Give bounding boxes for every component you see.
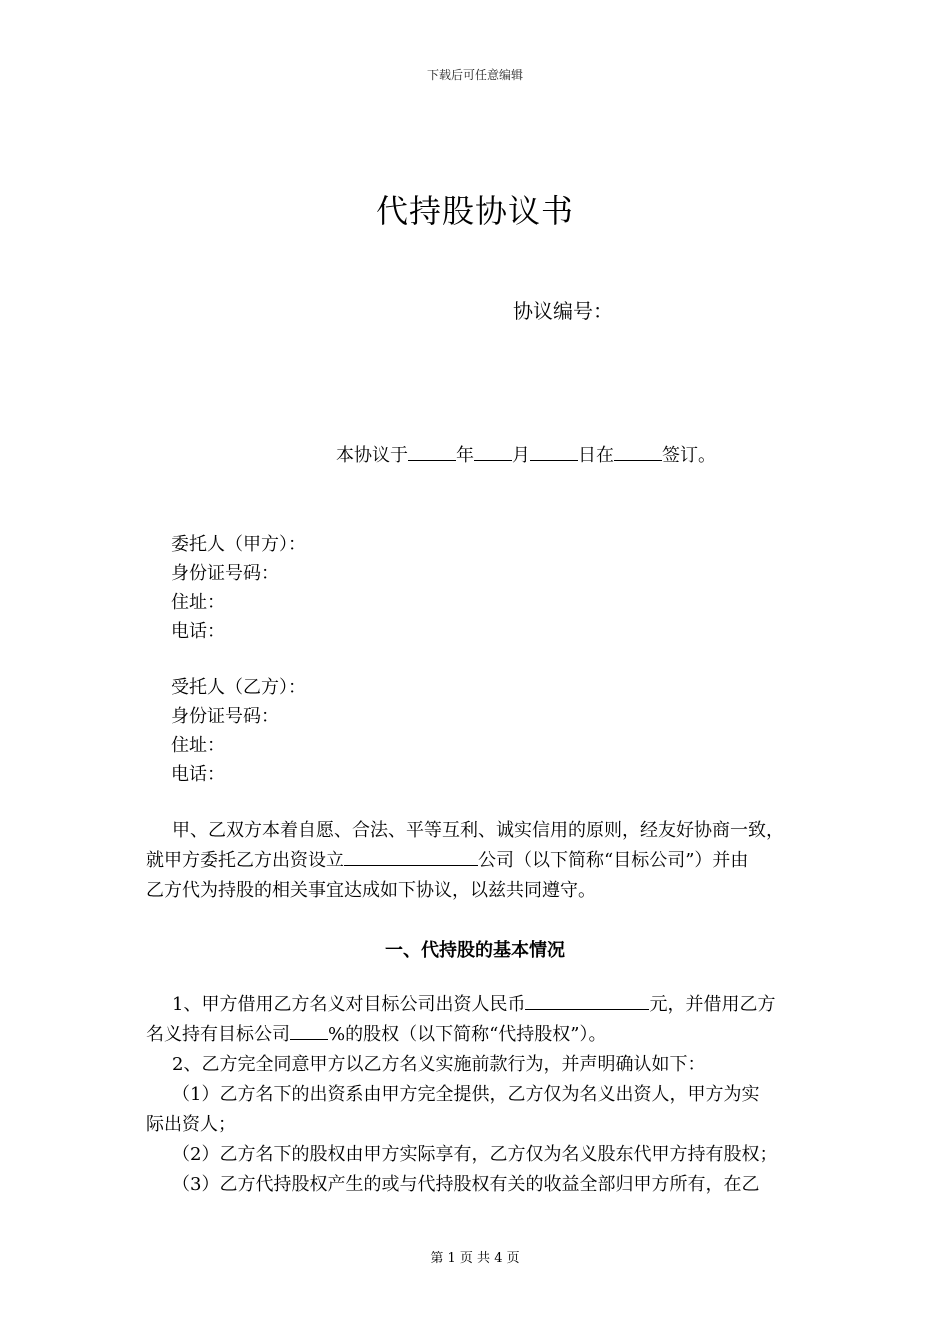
party-b-address: 住址： <box>171 735 225 756</box>
company-name-blank <box>344 846 478 866</box>
header-note: 下载后可任意编辑 <box>426 68 523 82</box>
party-a-name: 委托人（甲方）： <box>171 534 306 555</box>
intro-line-3: 乙方代为持股的相关事宜达成如下协议，以兹共同遵守。 <box>146 880 596 901</box>
party-b-block <box>171 673 306 789</box>
intro-line-2 <box>146 846 810 876</box>
clause-1-line-1b: 元，并借用乙方 <box>649 994 776 1015</box>
page-footer: 第 1 页 共 4 页 <box>430 1251 520 1266</box>
clause-1-line-1 <box>146 990 810 1020</box>
place-blank <box>614 441 662 461</box>
party-a-id: 身份证号码： <box>171 563 279 584</box>
party-a-phone: 电话： <box>171 621 225 642</box>
month-blank <box>474 441 512 461</box>
intro-paragraph <box>146 816 810 906</box>
clauses-block <box>146 990 810 1200</box>
day-blank <box>530 441 578 461</box>
amount-blank <box>525 990 649 1010</box>
agreement-number-label: 协议编号： <box>513 299 613 323</box>
signing-date-line <box>336 441 716 470</box>
signing-prefix: 本协议于 <box>336 445 408 466</box>
intro-line-2b: 公司（以下简称“目标公司”）并由 <box>478 850 749 871</box>
party-a-block <box>171 530 306 646</box>
signing-year: 年 <box>456 445 474 466</box>
clause-2: 2、乙方完全同意甲方以乙方名义实施前款行为，并声明确认如下： <box>172 1054 706 1075</box>
clause-2-3: （3）乙方代持股权产生的或与代持股权有关的收益全部归甲方所有，在乙 <box>172 1174 760 1195</box>
clause-2-1-line-1: （1）乙方名下的出资系由甲方完全提供，乙方仅为名义出资人，甲方为实 <box>172 1084 760 1105</box>
year-blank <box>408 441 456 461</box>
intro-line-1: 甲、乙双方本着自愿、合法、平等互利、诚实信用的原则，经友好协商一致， <box>172 820 784 841</box>
signing-day-at: 日在 <box>578 445 614 466</box>
signing-suffix: 签订。 <box>662 445 716 466</box>
party-b-id: 身份证号码： <box>171 706 279 727</box>
document-title: 代持股协议书 <box>375 192 574 230</box>
clause-1-line-2b: %的股权（以下简称“代持股权”）。 <box>328 1024 607 1045</box>
section-1-heading: 一、代持股的基本情况 <box>385 940 565 961</box>
clause-2-1-line-2: 际出资人； <box>146 1114 236 1135</box>
clause-1-line-2a: 名义持有目标公司 <box>146 1024 290 1045</box>
signing-month: 月 <box>512 445 530 466</box>
clause-2-2: （2）乙方名下的股权由甲方实际享有，乙方仅为名义股东代甲方持有股权； <box>172 1144 778 1165</box>
clause-1-line-2 <box>146 1020 810 1050</box>
party-b-phone: 电话： <box>171 764 225 785</box>
percent-blank <box>290 1020 328 1040</box>
intro-line-2a: 就甲方委托乙方出资设立 <box>146 850 344 871</box>
party-b-name: 受托人（乙方）： <box>171 677 306 698</box>
party-a-address: 住址： <box>171 592 225 613</box>
clause-1-line-1a: 1、甲方借用乙方名义对目标公司出资人民币 <box>172 994 526 1015</box>
